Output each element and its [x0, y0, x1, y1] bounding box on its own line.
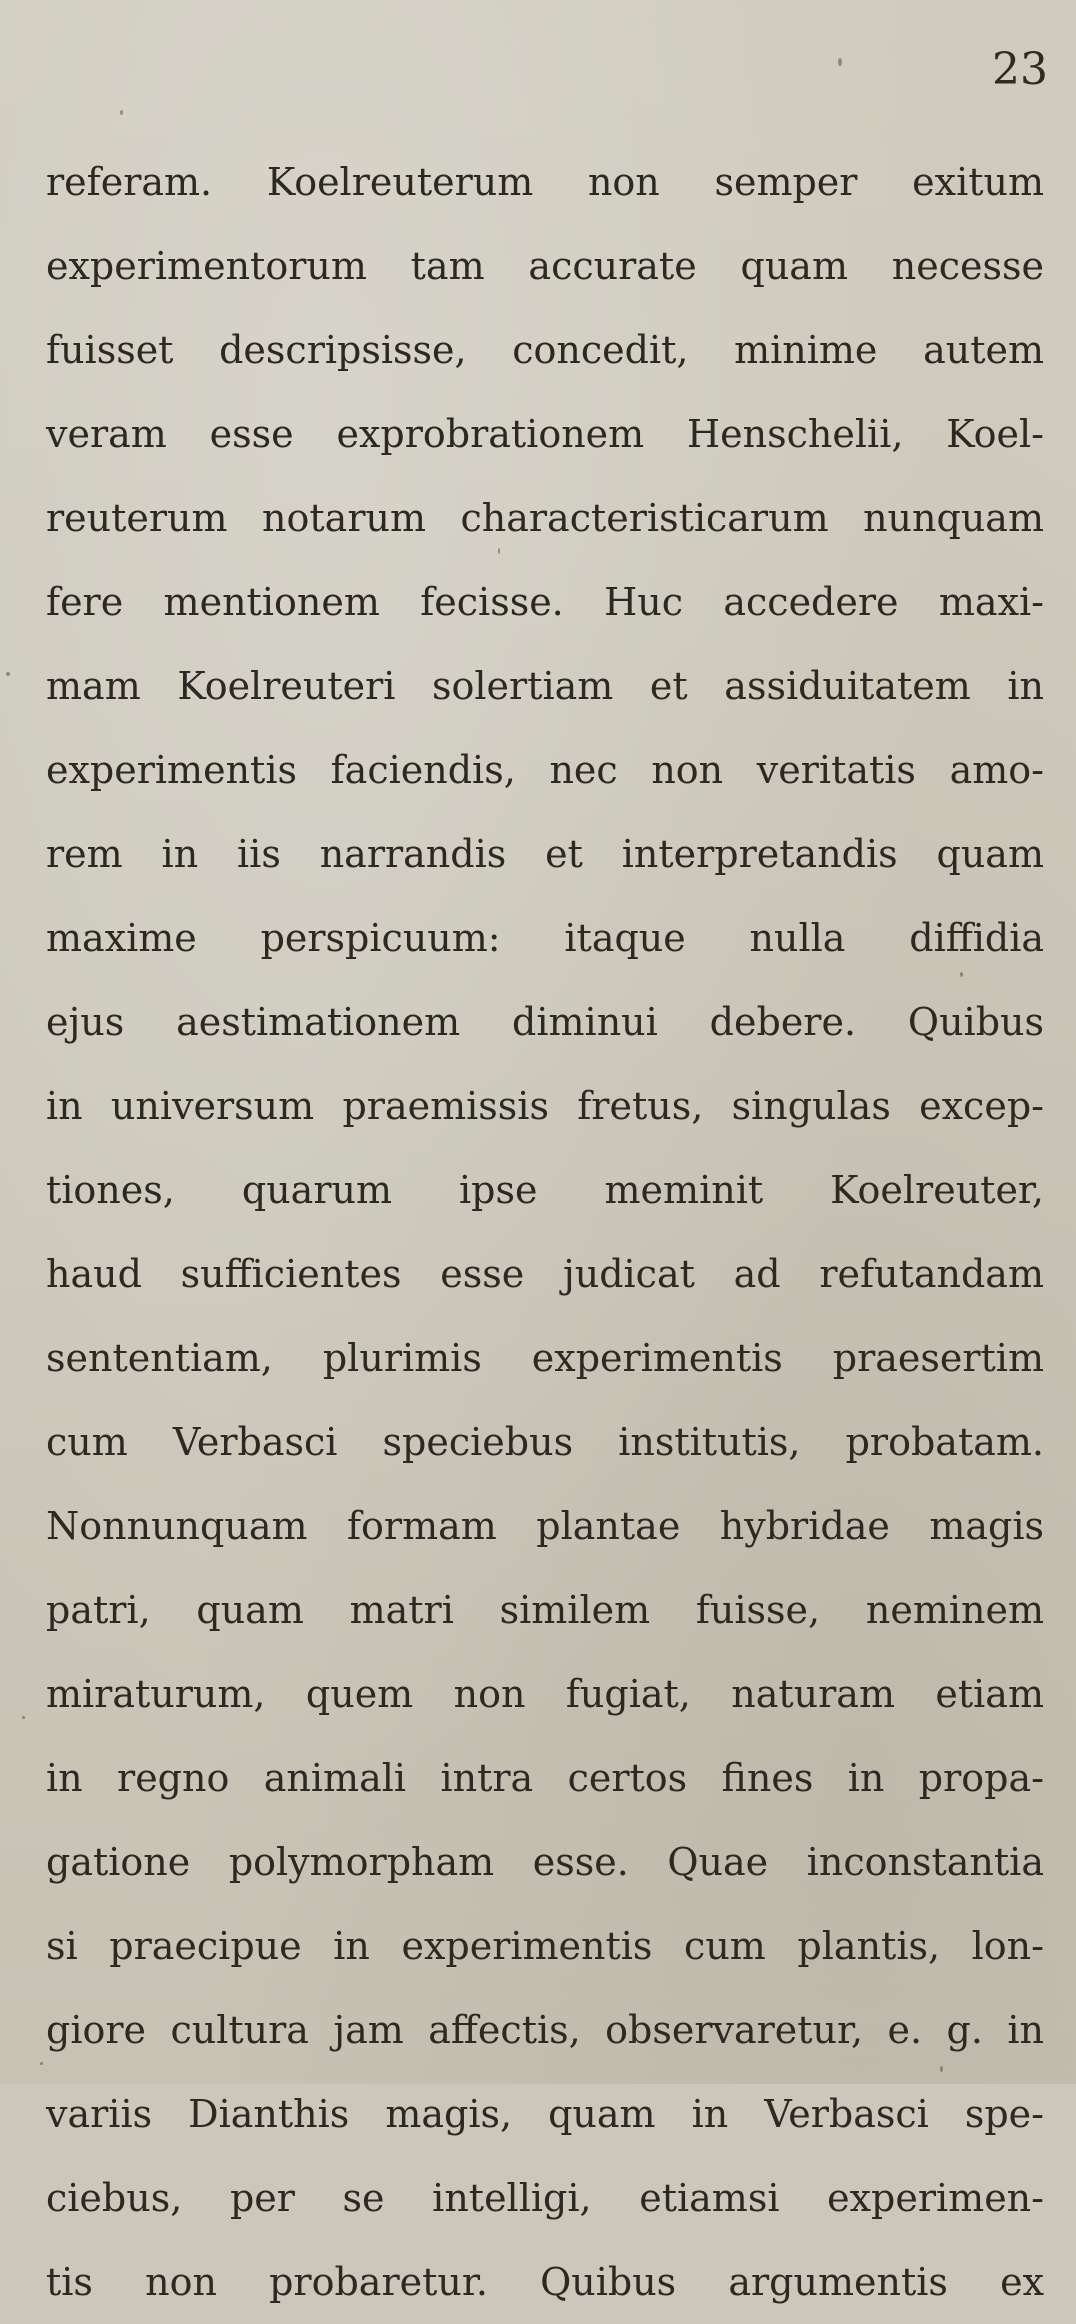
- text-line: miraturum, quem non fugiat, naturam etiam: [46, 1672, 1044, 1716]
- paper-speck: [6, 672, 10, 676]
- paper-speck: [838, 58, 842, 66]
- text-line: Nonnunquam formam plantae hybridae magis: [46, 1504, 1044, 1548]
- text-line: maxime perspicuum: itaque nulla diffidia: [46, 916, 1044, 960]
- page-number: 23: [992, 44, 1048, 95]
- paper-speck: [940, 2066, 943, 2072]
- text-line: tiones, quarum ipse meminit Koelreuter,: [46, 1168, 1044, 1212]
- text-line: in universum praemissis fretus, singulas excep-: [46, 1084, 1044, 1128]
- paper-speck: [40, 2062, 43, 2065]
- paper-speck: [22, 1716, 25, 1719]
- text-line: fere mentionem fecisse. Huc accedere maxi-: [46, 580, 1044, 624]
- text-line: ejus aestimationem diminui debere. Quibus: [46, 1000, 1044, 1044]
- text-line: sententiam, plurimis experimentis praesertim: [46, 1336, 1044, 1380]
- text-line: referam. Koelreuterum non semper exitum: [46, 160, 1044, 204]
- body-text: [46, 140, 1044, 2324]
- text-line: veram esse exprobrationem Henschelii, Koel-: [46, 412, 1044, 456]
- paper-speck: [960, 972, 963, 977]
- text-line: experimentis faciendis, nec non veritatis amo-: [46, 748, 1044, 792]
- text-line: giore cultura jam affectis, observaretur, e. g. in: [46, 2008, 1044, 2052]
- text-line: haud sufficientes esse judicat ad refutandam: [46, 1252, 1044, 1296]
- text-line: reuterum notarum characteristicarum nunquam: [46, 496, 1044, 540]
- text-line: tis non probaretur. Quibus argumentis ex: [46, 2260, 1044, 2304]
- text-line: ciebus, per se intelligi, etiamsi experimen-: [46, 2176, 1044, 2220]
- text-line: experimentorum tam accurate quam necesse: [46, 244, 1044, 288]
- text-line: si praecipue in experimentis cum plantis, lon-: [46, 1924, 1044, 1968]
- text-line: fuisset descripsisse, concedit, minime autem: [46, 328, 1044, 372]
- text-line: cum Verbasci speciebus institutis, probatam.: [46, 1420, 1044, 1464]
- paper-speck: [120, 110, 123, 115]
- text-line: gatione polymorpham esse. Quae inconstantia: [46, 1840, 1044, 1884]
- paper-speck: [498, 548, 500, 554]
- text-line: rem in iis narrandis et interpretandis quam: [46, 832, 1044, 876]
- text-line: variis Dianthis magis, quam in Verbasci spe-: [46, 2092, 1044, 2136]
- text-line: patri, quam matri similem fuisse, neminem: [46, 1588, 1044, 1632]
- text-line: mam Koelreuteri solertiam et assiduitatem in: [46, 664, 1044, 708]
- text-line: in regno animali intra certos fines in propa-: [46, 1756, 1044, 1800]
